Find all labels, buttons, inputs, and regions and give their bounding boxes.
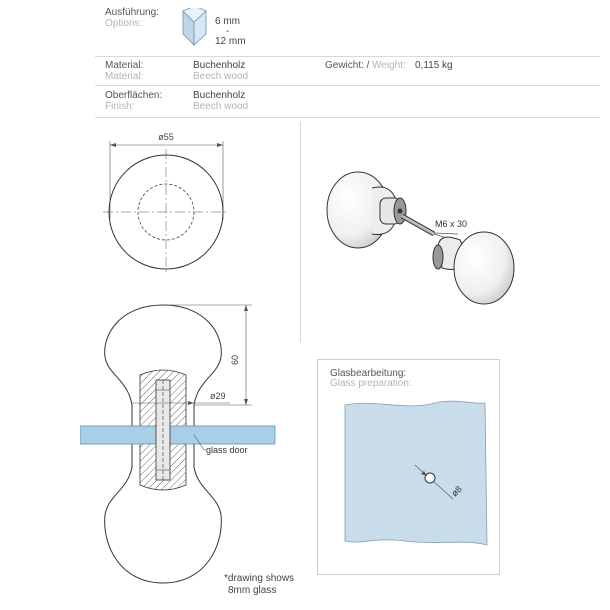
weight-label: Gewicht: /	[325, 60, 370, 71]
thickness-min: 6 mm	[215, 16, 240, 27]
finish-label: Oberflächen:	[105, 90, 163, 101]
finish-value-en: Beech wood	[193, 101, 249, 112]
weight-value: 0,115 kg	[415, 60, 453, 71]
material-label: Material:	[105, 60, 144, 71]
exploded-view-drawing	[310, 150, 570, 325]
thread-label: M6 x 30	[435, 219, 468, 229]
weight-label-en: Weight:	[372, 60, 406, 71]
execution-label: Ausführung:	[105, 7, 159, 18]
material-label-en: Material:	[105, 71, 144, 82]
execution-label-en: Options:	[105, 18, 143, 29]
glass-prep-title: Glasbearbeitung:	[330, 368, 407, 379]
hole-diameter-label: ø8	[449, 483, 464, 499]
footnote-line-2: 8mm glass	[228, 585, 277, 596]
front-diameter-label: ø55	[158, 132, 174, 142]
thickness-max: 12 mm	[215, 36, 246, 47]
glass-thickness-icon	[180, 8, 210, 48]
height-label: 60	[230, 354, 240, 365]
glass-door-label: glass door	[206, 445, 248, 455]
material-value: Buchenholz	[193, 60, 246, 71]
footnote-line-1: *drawing shows	[224, 573, 295, 584]
neck-diameter-label: ø29	[210, 391, 226, 401]
section-view-drawing	[80, 295, 280, 595]
material-value-en: Beech wood	[193, 71, 249, 82]
glass-prep-title-en: Glass preparation:	[330, 378, 412, 389]
front-view-drawing	[95, 125, 295, 280]
finish-label-en: Finish:	[105, 101, 135, 112]
finish-value: Buchenholz	[193, 90, 246, 101]
glass-sheet-drawing	[335, 395, 495, 555]
thickness-dash: -	[226, 26, 230, 37]
